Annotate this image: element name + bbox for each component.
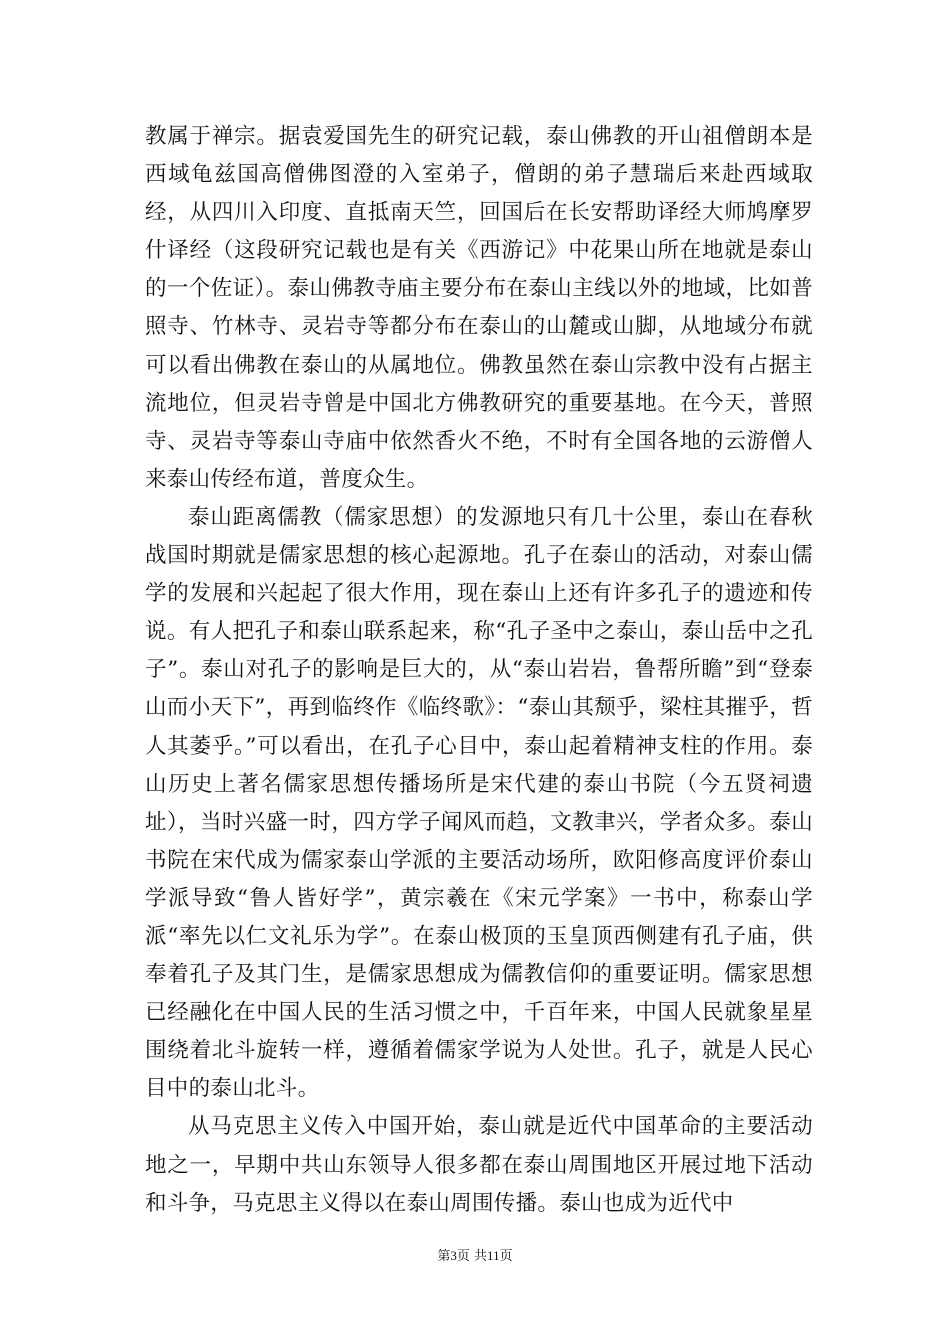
current-page-number: 3 bbox=[450, 1248, 457, 1263]
paragraph-1: 教属于禅宗。据袁爱国先生的研究记载，泰山佛教的开山祖僧朗本是西域龟兹国高僧佛图澄的入室弟子，僧朗的弟子慧瑞后来赴西域取经，从四川入印度、直抵南天竺，回国后在长安帮助译经大师鸠摩罗什译经（这段研究记载也是有关《西游记》中花果山所在地就是泰山的一个佐证）。泰山佛教寺庙主要分布在泰山主线以外的地域，比如普照寺、竹林寺、灵岩寺等都分布在泰山的山麓或山脚，从地域分布就可以看出佛教在泰山的从属地位。佛教虽然在泰山宗教中没有占据主流地位，但灵岩寺曾是中国北方佛教研究的重要基地。在今天，普照寺、灵岩寺等泰山寺庙中依然香火不绝，不时有全国各地的云游僧人来泰山传经布道，普度众生。 bbox=[145, 124, 813, 492]
body-text bbox=[145, 118, 813, 1223]
footer-middle: 页 共 bbox=[456, 1249, 488, 1264]
total-page-number: 11 bbox=[487, 1248, 500, 1263]
paragraph-3: 从马克思主义传入中国开始，泰山就是近代中国革命的主要活动地之一，早期中共山东领导人很多都在泰山周围地区开展过地下活动和斗争，马克思主义得以在泰山周围传播。泰山也成为近代中 bbox=[145, 1114, 813, 1216]
footer-prefix: 第 bbox=[437, 1249, 451, 1264]
footer-suffix: 页 bbox=[499, 1249, 513, 1264]
paragraph-2: 泰山距离儒教（儒家思想）的发源地只有几十公里，泰山在春秋战国时期就是儒家思想的核心起源地。孔子在泰山的活动，对泰山儒学的发展和兴起起了很大作用，现在泰山上还有许多孔子的遗迹和传说。有人把孔子和泰山联系起来，称“孔子圣中之泰山，泰山岳中之孔子”。泰山对孔子的影响是巨大的，从“泰山岩岩，鲁帮所瞻”到“登泰山而小天下”，再到临终作《临终歌》：“泰山其颓乎，梁柱其摧乎，哲人其萎乎。”可以看出，在孔子心目中，泰山起着精神支柱的作用。泰山历史上著名儒家思想传播场所是宋代建的泰山书院（今五贤祠遗址），当时兴盛一时，四方学子闻风而趋，文教聿兴，学者众多。泰山书院在宋代成为儒家泰山学派的主要活动场所，欧阳修高度评价泰山学派导致“鲁人皆好学”，黄宗羲在《宋元学案》一书中，称泰山学派“率先以仁文礼乐为学”。在泰山极顶的玉皇顶西侧建有孔子庙，供奉着孔子及其门生，是儒家思想成为儒教信仰的重要证明。儒家思想已经融化在中国人民的生活习惯之中，千百年来，中国人民就象星星围绕着北斗旋转一样，遵循着儒家学说为人处世。孔子，就是人民心目中的泰山北斗。 bbox=[145, 504, 813, 1102]
page-footer bbox=[0, 1248, 950, 1265]
